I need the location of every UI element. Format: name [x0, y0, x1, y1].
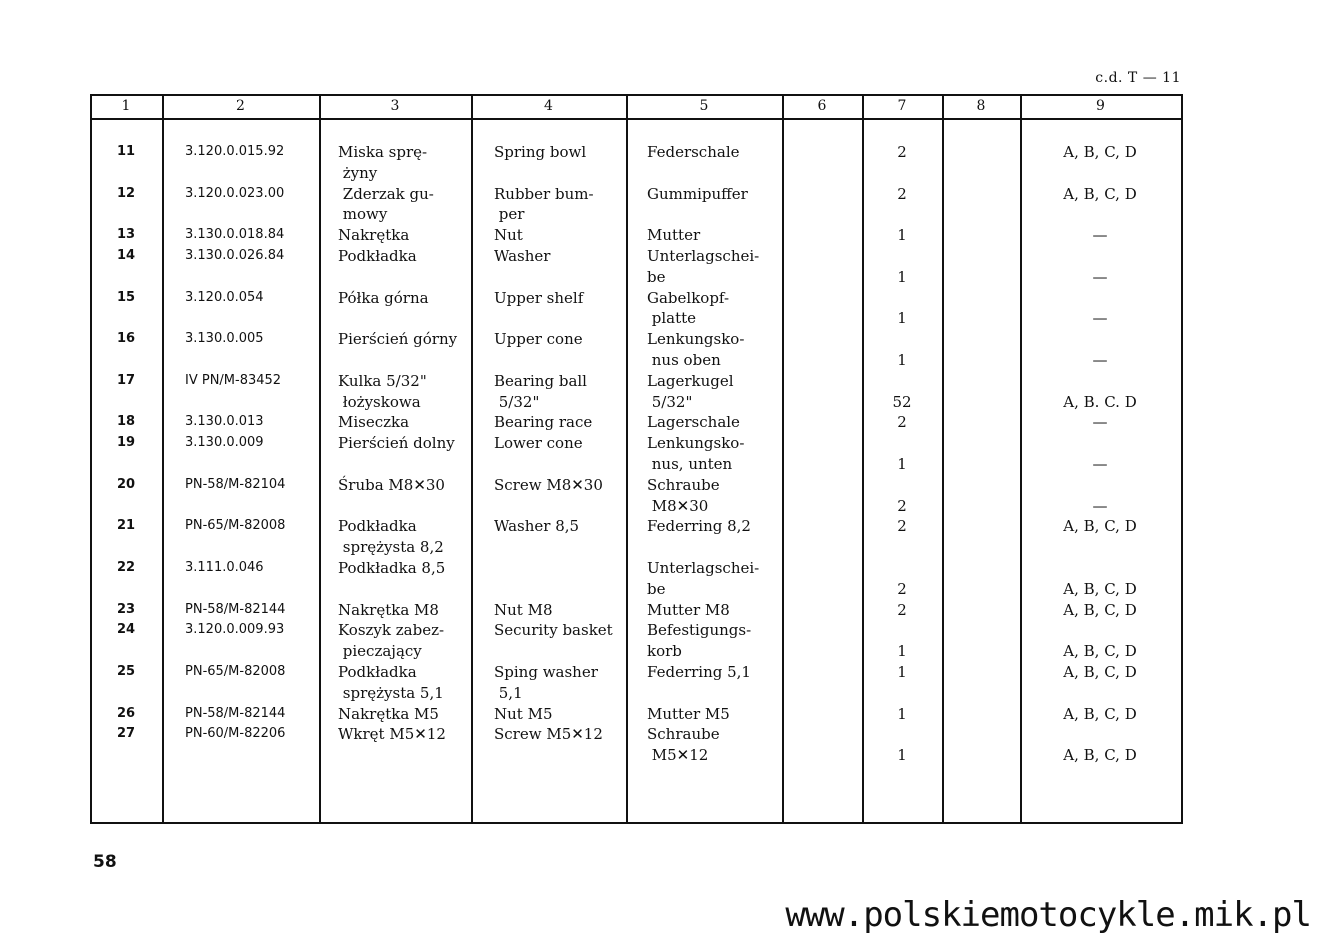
part-code: PN-58/M-82104 [185, 476, 286, 492]
item-number: 12 [116, 185, 136, 201]
quantity: 52 [892, 392, 912, 411]
table-row [90, 558, 1183, 600]
name-polish: Podkładka sprężysta 8,2 [338, 517, 444, 557]
part-code: PN-65/M-82008 [185, 518, 286, 534]
name-german: Mutter M8 [647, 600, 730, 619]
item-number: 17 [116, 372, 136, 388]
name-german: Federschale [647, 143, 740, 161]
name-english: Upper cone [494, 330, 583, 349]
part-code: PN-65/M-82008 [185, 664, 286, 679]
name-polish: Podkładka 8,5 [338, 559, 446, 577]
name-english: Washer [494, 247, 551, 265]
table-row [90, 412, 1183, 433]
item-number: 27 [116, 726, 136, 742]
part-code: PN-58/M-82144 [185, 705, 286, 721]
name-german: Lenkungsko- nus, unten [647, 434, 745, 473]
name-polish: Zderzak gu- mowy [342, 184, 434, 224]
name-german: Federring 8,2 [647, 517, 751, 536]
name-english: Lower cone [494, 434, 583, 453]
item-number: 25 [116, 664, 136, 679]
applicable-models: A, B, C, D [1063, 600, 1137, 619]
name-english: Screw M8✕30 [494, 475, 603, 494]
table-row [90, 516, 1183, 558]
applicable-models: A, B, C, D [1063, 704, 1137, 723]
quantity: 1 [897, 350, 907, 369]
column-header-5: 5 [699, 98, 709, 114]
quantity: 2 [897, 496, 907, 515]
item-number: 16 [116, 331, 136, 347]
quantity: 1 [897, 746, 907, 765]
name-german: Unterlagschei- be [647, 559, 760, 598]
quantity: 2 [897, 579, 907, 598]
applicable-models: A, B, C, D [1063, 663, 1137, 681]
table-row [90, 433, 1183, 475]
website-watermark: www.polskiemotocykle.mik.pl [785, 895, 1311, 935]
quantity: 2 [897, 413, 907, 432]
name-german: Lagerkugel 5/32" [647, 371, 734, 411]
name-english: Upper shelf [494, 288, 584, 307]
table-row [90, 142, 1183, 184]
part-code: 3.130.0.005 [185, 331, 264, 347]
table-row [90, 620, 1183, 662]
quantity: 1 [897, 309, 907, 328]
column-header-8: 8 [976, 98, 986, 114]
table-row [90, 662, 1183, 704]
name-english: Washer 8,5 [494, 517, 580, 536]
quantity: 1 [897, 642, 907, 661]
part-code: 3.130.0.018.84 [185, 227, 285, 243]
part-code: 3.130.0.013 [185, 414, 264, 430]
name-english: Nut M5 [494, 704, 553, 723]
item-number: 15 [116, 289, 136, 305]
part-code: 3.120.0.015.92 [185, 144, 285, 159]
applicable-models: — [1092, 413, 1108, 432]
applicable-models: A, B, C, D [1063, 642, 1137, 661]
name-english: Bearing ball 5/32" [494, 371, 587, 411]
column-header-1: 1 [121, 98, 131, 114]
item-number: 24 [116, 622, 136, 638]
table-row [90, 225, 1183, 246]
name-polish: Miseczka [338, 413, 410, 432]
applicable-models: A, B, C, D [1063, 184, 1137, 203]
table-row [90, 724, 1183, 766]
name-english: Spring bowl [494, 143, 587, 161]
part-code: 3.130.0.009 [185, 435, 264, 451]
item-number: 21 [116, 518, 136, 534]
name-english: Nut [494, 226, 523, 245]
item-number: 19 [116, 435, 136, 451]
name-german: Unterlagschei- be [647, 247, 760, 286]
quantity: 2 [897, 184, 907, 203]
page-number: 58 [93, 852, 117, 872]
item-number: 22 [116, 560, 136, 575]
column-header-3: 3 [390, 98, 400, 114]
applicable-models: — [1092, 267, 1108, 286]
table-row [90, 704, 1183, 725]
quantity: 1 [897, 454, 907, 473]
table-row [90, 475, 1183, 517]
name-german: Befestigungs- korb [647, 621, 752, 661]
applicable-models: — [1092, 350, 1108, 369]
item-number: 18 [116, 414, 136, 430]
table-row [90, 371, 1183, 413]
name-english: Screw M5✕12 [494, 725, 603, 744]
quantity: 1 [897, 267, 907, 286]
part-code: 3.120.0.023.00 [185, 185, 285, 201]
name-german: Gummipuffer [647, 184, 748, 203]
applicable-models: A, B, C, D [1063, 143, 1137, 161]
part-code: 3.130.0.026.84 [185, 248, 285, 263]
name-polish: Wkręt M5✕12 [338, 725, 446, 744]
column-header-4: 4 [544, 98, 553, 114]
column-header-2: 2 [236, 98, 245, 114]
item-number: 26 [116, 705, 136, 721]
item-number: 14 [116, 248, 136, 263]
name-polish: Kulka 5/32" łożyskowa [338, 371, 427, 411]
quantity: 1 [897, 226, 907, 245]
name-polish: Podkładka [338, 247, 417, 265]
part-code: 3.120.0.009.93 [185, 622, 285, 638]
name-polish: Podkładka sprężysta 5,1 [338, 663, 444, 702]
part-code: PN-60/M-82206 [185, 726, 286, 742]
name-german: Mutter M5 [647, 704, 730, 723]
column-header-6: 6 [817, 98, 827, 114]
part-code: 3.120.0.054 [185, 289, 264, 305]
name-german: Lenkungsko- nus oben [647, 330, 745, 369]
quantity: 2 [897, 600, 907, 619]
name-polish: Koszyk zabez- pieczający [338, 621, 445, 661]
name-english: Rubber bum- per [494, 184, 594, 224]
name-english: Security basket [494, 621, 613, 640]
applicable-models: A, B, C, D [1063, 579, 1137, 598]
name-polish: Nakrętka [338, 226, 410, 245]
applicable-models: A, B. C. D [1063, 392, 1137, 411]
name-polish: Pierścień dolny [338, 434, 455, 453]
name-german: Lagerschale [647, 413, 740, 432]
header-reference: c.d. T — 11 [1095, 70, 1181, 86]
applicable-models: — [1092, 226, 1108, 245]
column-header-9: 9 [1096, 98, 1105, 114]
quantity: 1 [897, 663, 907, 681]
table-row [90, 329, 1183, 371]
name-german: Gabelkopf- platte [647, 288, 730, 328]
quantity: 1 [897, 704, 907, 723]
table-row [90, 246, 1183, 288]
name-english: Sping washer 5,1 [494, 663, 598, 702]
name-polish: Śruba M8✕30 [338, 475, 445, 494]
applicable-models: — [1092, 496, 1108, 515]
applicable-models: — [1092, 454, 1108, 473]
part-code: 3.111.0.046 [185, 560, 264, 575]
column-header-7: 7 [897, 98, 907, 114]
quantity: 2 [897, 517, 907, 536]
name-english: Nut M8 [494, 600, 553, 619]
table-row [90, 288, 1183, 330]
name-german: Mutter [647, 226, 701, 245]
name-polish: Nakrętka M8 [338, 600, 439, 619]
item-number: 20 [116, 476, 136, 492]
applicable-models: A, B, C, D [1063, 517, 1137, 536]
name-polish: Nakrętka M5 [338, 704, 439, 723]
part-code: IV PN/M-83452 [185, 372, 282, 388]
quantity: 2 [897, 143, 907, 161]
name-polish: Półka górna [338, 288, 429, 307]
table-row [90, 184, 1183, 226]
table-row [90, 600, 1183, 621]
part-code: PN-58/M-82144 [185, 601, 286, 617]
item-number: 11 [116, 144, 136, 159]
applicable-models: A, B, C, D [1063, 746, 1137, 765]
name-german: Schraube M5✕12 [647, 725, 720, 765]
name-polish: Miska sprę- żyny [338, 143, 428, 182]
name-german: Federring 5,1 [647, 663, 751, 681]
item-number: 13 [116, 227, 136, 243]
name-english: Bearing race [494, 413, 593, 432]
applicable-models: — [1092, 309, 1108, 328]
name-german: Schraube M8✕30 [647, 475, 720, 515]
item-number: 23 [116, 601, 136, 617]
name-polish: Pierścień górny [338, 330, 458, 349]
